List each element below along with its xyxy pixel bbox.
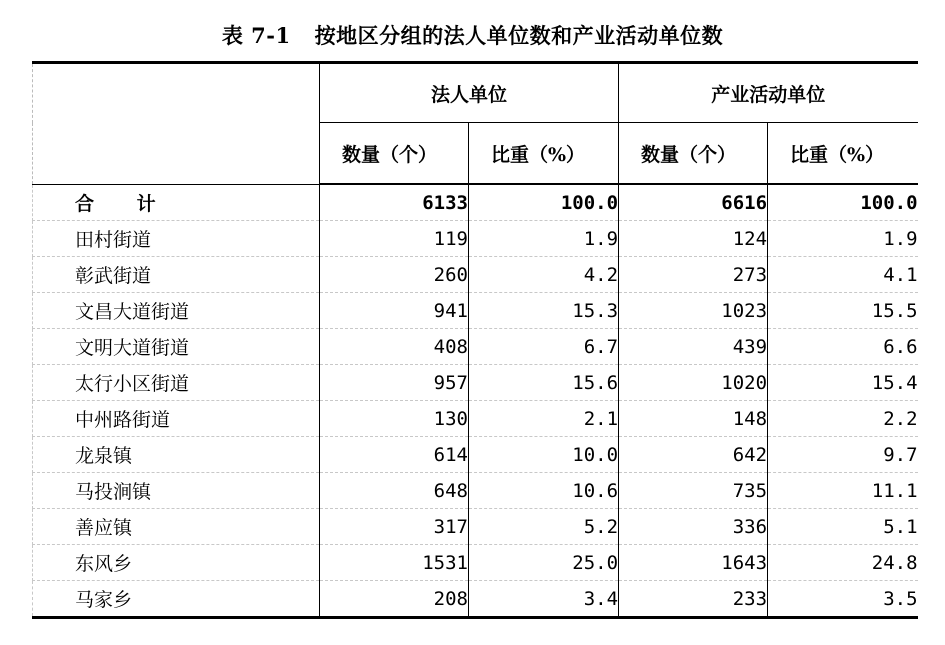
header-activity-pct: 比重（%） bbox=[768, 123, 918, 185]
table-row bbox=[33, 401, 918, 437]
activity-count-cell: 735 bbox=[619, 473, 768, 509]
activity-pct-cell: 24.8 bbox=[768, 545, 918, 581]
table-row bbox=[33, 329, 918, 365]
legal-count-cell: 260 bbox=[320, 257, 469, 293]
row-name: 彰武街道 bbox=[33, 257, 320, 293]
legal-count-cell: 119 bbox=[320, 221, 469, 257]
table-caption: 按地区分组的法人单位数和产业活动单位数 bbox=[314, 23, 724, 48]
activity-pct-cell: 100.0 bbox=[768, 184, 918, 221]
legal-pct-cell: 10.0 bbox=[469, 437, 619, 473]
legal-pct-cell: 2.1 bbox=[469, 401, 619, 437]
activity-count-cell: 148 bbox=[619, 401, 768, 437]
activity-pct-cell: 1.9 bbox=[768, 221, 918, 257]
legal-count-cell: 208 bbox=[320, 581, 469, 618]
header-activity-count: 数量（个） bbox=[619, 123, 768, 185]
activity-count-cell: 124 bbox=[619, 221, 768, 257]
activity-pct-cell: 9.7 bbox=[768, 437, 918, 473]
activity-count-cell: 1643 bbox=[619, 545, 768, 581]
legal-count-cell: 648 bbox=[320, 473, 469, 509]
row-name: 田村街道 bbox=[33, 221, 320, 257]
legal-count-cell: 957 bbox=[320, 365, 469, 401]
header-row-groups bbox=[33, 63, 918, 123]
row-name: 文明大道街道 bbox=[33, 329, 320, 365]
activity-pct-cell: 5.1 bbox=[768, 509, 918, 545]
row-name: 合 计 bbox=[33, 184, 320, 221]
table-row bbox=[33, 545, 918, 581]
activity-count-cell: 6616 bbox=[619, 184, 768, 221]
legal-count-cell: 6133 bbox=[320, 184, 469, 221]
row-name: 中州路街道 bbox=[33, 401, 320, 437]
legal-pct-cell: 15.3 bbox=[469, 293, 619, 329]
row-name: 龙泉镇 bbox=[33, 437, 320, 473]
table-number: 表 7-1 bbox=[221, 23, 291, 48]
activity-count-cell: 1023 bbox=[619, 293, 768, 329]
table-row bbox=[33, 473, 918, 509]
legal-count-cell: 317 bbox=[320, 509, 469, 545]
legal-count-cell: 130 bbox=[320, 401, 469, 437]
activity-count-cell: 336 bbox=[619, 509, 768, 545]
activity-count-cell: 233 bbox=[619, 581, 768, 618]
activity-pct-cell: 15.5 bbox=[768, 293, 918, 329]
legal-count-cell: 941 bbox=[320, 293, 469, 329]
activity-pct-cell: 2.2 bbox=[768, 401, 918, 437]
total-row bbox=[33, 184, 918, 221]
activity-pct-cell: 4.1 bbox=[768, 257, 918, 293]
data-table bbox=[32, 61, 918, 619]
table-title bbox=[0, 20, 945, 50]
activity-pct-cell: 11.1 bbox=[768, 473, 918, 509]
legal-pct-cell: 25.0 bbox=[469, 545, 619, 581]
legal-count-cell: 614 bbox=[320, 437, 469, 473]
legal-pct-cell: 6.7 bbox=[469, 329, 619, 365]
header-legal-units: 法人单位 bbox=[320, 63, 619, 123]
activity-pct-cell: 6.6 bbox=[768, 329, 918, 365]
activity-count-cell: 273 bbox=[619, 257, 768, 293]
row-name: 太行小区街道 bbox=[33, 365, 320, 401]
table-row bbox=[33, 257, 918, 293]
legal-pct-cell: 100.0 bbox=[469, 184, 619, 221]
legal-count-cell: 1531 bbox=[320, 545, 469, 581]
legal-pct-cell: 4.2 bbox=[469, 257, 619, 293]
table-row bbox=[33, 293, 918, 329]
table-row bbox=[33, 437, 918, 473]
header-corner bbox=[33, 63, 320, 185]
row-name: 善应镇 bbox=[33, 509, 320, 545]
row-name: 文昌大道街道 bbox=[33, 293, 320, 329]
row-name: 马家乡 bbox=[33, 581, 320, 618]
legal-pct-cell: 15.6 bbox=[469, 365, 619, 401]
activity-count-cell: 439 bbox=[619, 329, 768, 365]
table-row bbox=[33, 221, 918, 257]
row-name: 马投涧镇 bbox=[33, 473, 320, 509]
activity-pct-cell: 15.4 bbox=[768, 365, 918, 401]
row-name: 东风乡 bbox=[33, 545, 320, 581]
table-row bbox=[33, 509, 918, 545]
table-row bbox=[33, 581, 918, 618]
activity-pct-cell: 3.5 bbox=[883, 587, 918, 610]
activity-count-cell: 1020 bbox=[619, 365, 768, 401]
table-row bbox=[33, 365, 918, 401]
legal-pct-cell: 3.4 bbox=[469, 581, 619, 618]
legal-pct-cell: 5.2 bbox=[469, 509, 619, 545]
header-legal-pct: 比重（%） bbox=[469, 123, 619, 185]
legal-pct-cell: 10.6 bbox=[469, 473, 619, 509]
activity-count-cell: 642 bbox=[619, 437, 768, 473]
header-legal-count: 数量（个） bbox=[320, 123, 469, 185]
legal-pct-cell: 1.9 bbox=[469, 221, 619, 257]
header-activity-units: 产业活动单位 bbox=[619, 63, 918, 123]
legal-count-cell: 408 bbox=[320, 329, 469, 365]
